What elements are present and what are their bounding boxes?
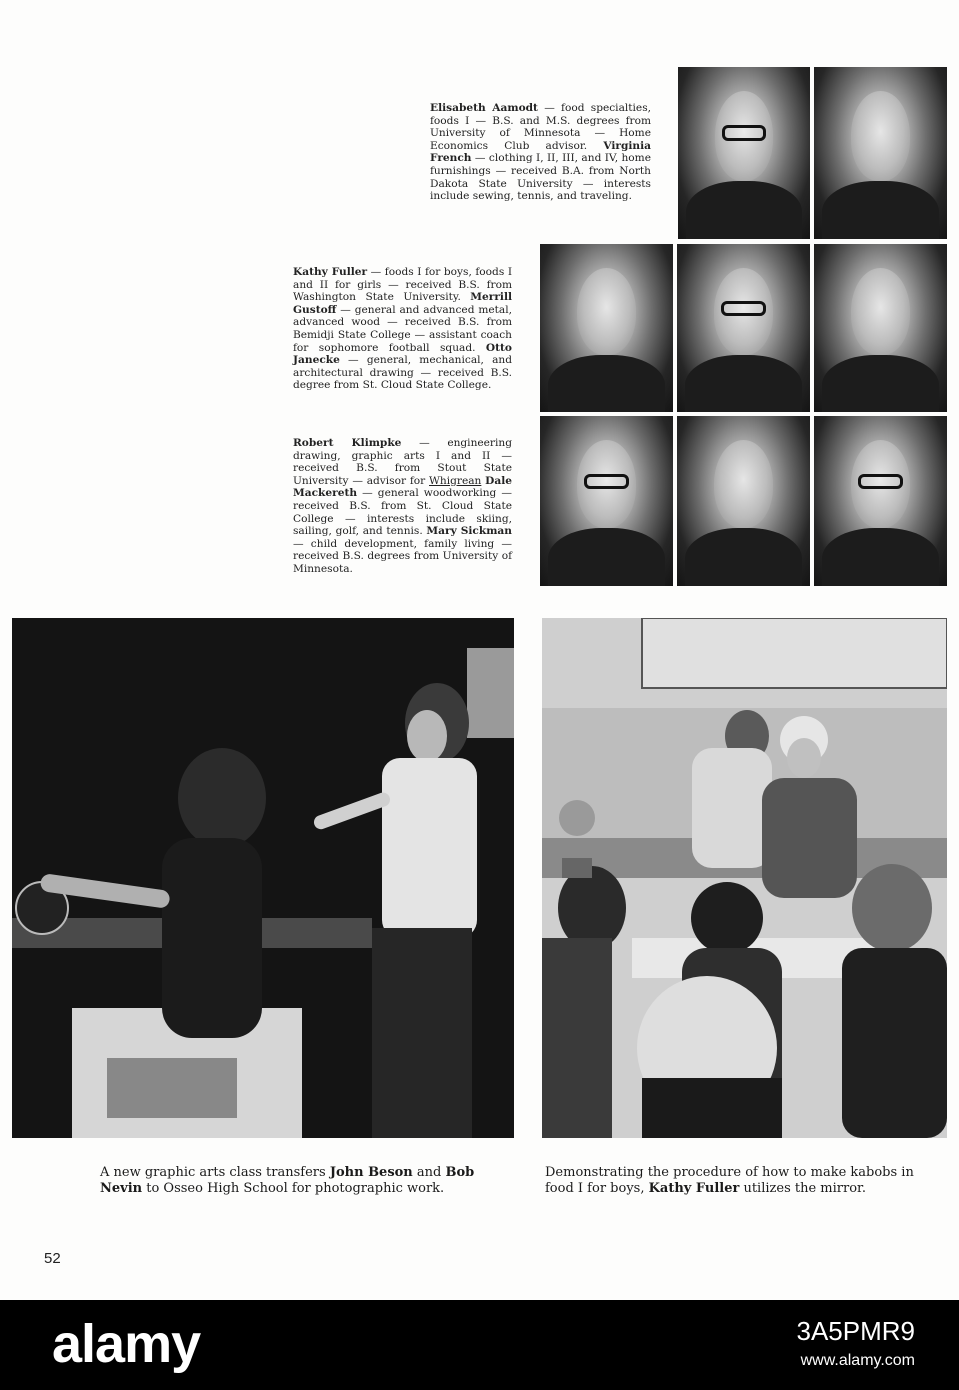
portrait-mary-sickman [814,416,947,586]
bio-text: — child development, family living — received B.S. degrees from University of Minnesota. [293,537,512,575]
bio-text: — general and advanced metal, advanced wood — received B.S. from Bemidji State College — assistant coach for sophomore football squad. [293,303,512,354]
portrait-otto-janecke [814,244,947,412]
bio-text: — engineering drawing, graphic arts I and II — received B.S. from Stout State University — advisor for [293,437,512,487]
portrait-elisabeth-aamodt [678,67,810,239]
bio-name: Kathy Fuller [293,266,368,278]
bio-name: Otto Janecke [293,341,512,367]
bio-name: Virginia French [430,139,651,165]
bio-name: Dale Mackereth [293,474,512,500]
bio-text: — general, mechanical, and architectural drawing — received B.S. degree from St. Cloud State College. [293,354,512,392]
caption-name: Kathy Fuller [648,1181,740,1196]
bio-block-2 [293,266,512,392]
bio-block-3 [293,437,512,576]
photo-kabob-illustration [542,618,947,1138]
caption-graphic-arts: A new graphic arts class transfers John Beson and Bob Nevin to Osseo High School for photographic work. [100,1165,475,1196]
caption-kabob-demo: Demonstrating the procedure of how to make kabobs in food I for boys, Kathy Fuller utilizes the mirror. [545,1165,914,1196]
bio-name: Mary Sickman [426,525,512,538]
bio-text: — food specialties, foods I — B.S. and M.S. degrees from University of Minnesota — Home Economics Club advisor. [430,102,651,152]
page-number: 52 [44,1250,61,1267]
caption-name: John Beson [329,1165,413,1180]
caption-name: Bob Nevin [100,1165,475,1196]
portrait-virginia-french [814,67,947,239]
portrait-merrill-gustoff [677,244,810,412]
portrait-dale-mackereth [677,416,810,586]
publication-name: Whigrean [429,474,482,487]
image-id: 3A5PMR9 [796,1316,915,1346]
portrait-robert-klimpke [540,416,673,586]
bio-name: Elisabeth Aamodt [430,102,538,114]
bio-name: Robert Klimpke [293,437,402,449]
photo-graphic-arts-illustration [12,618,514,1138]
brand-logo: alamy [52,1314,201,1374]
portrait-kathy-fuller [540,244,673,412]
bio-text: — foods I for boys, foods I and II for girls — received B.S. from Washington State University. [293,266,513,304]
bio-text: — clothing I, II, III, and IV, home furnishings — received B.A. from North Dakota State University — interests include sewing, tennis, and traveling. [430,152,651,203]
bio-block-1 [430,102,651,203]
bio-text: — general woodworking — received B.S. from St. Cloud State College — interests include skiing, sailing, golf, and tennis. [293,487,512,538]
site-url: www.alamy.com [800,1352,915,1369]
bio-name: Merrill Gustoff [293,291,512,316]
photo-graphic-arts-class [12,618,514,1138]
photo-kabob-demonstration [542,618,947,1138]
